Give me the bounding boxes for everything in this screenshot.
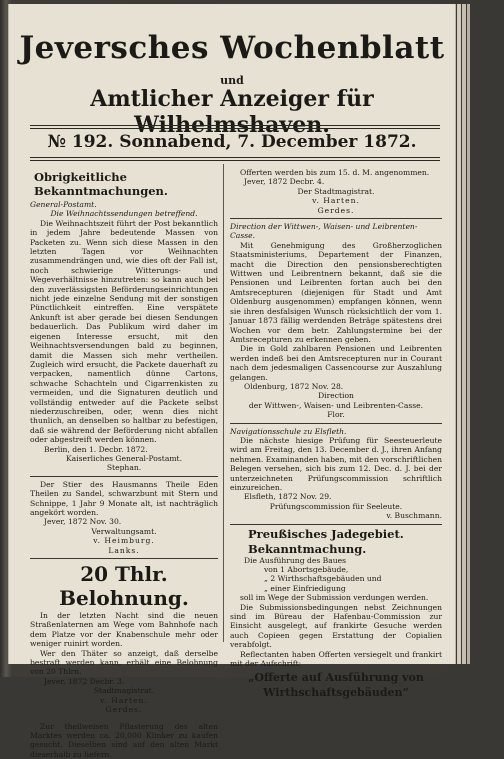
column-divider bbox=[223, 164, 224, 642]
notice-divider bbox=[230, 524, 442, 525]
offers-clerk: Gerdes. bbox=[230, 206, 442, 215]
masthead-subtitle: Amtlicher Anzeiger für bbox=[8, 86, 456, 138]
offers-signer: v. Harten. bbox=[230, 196, 442, 205]
reward-body: In der letzten Nacht sind die neuen Straßenlaternen am Wege vom Bahnhofe nach dem Platze vor der Knabenschule mehr oder weniger ruinirt worden. bbox=[30, 611, 218, 649]
jade-title-2: Bekanntmachung. bbox=[248, 543, 442, 556]
jade-body-2: Die Submissionsbedingungen nebst Zeichnungen sind im Büreau der Hafenbau-Commission zur Einsicht ausgelegt, auf frankirte Gesuche werden auch Copieen gegen Erstattung der Copialien verabfolgt. bbox=[230, 603, 442, 650]
jade-body-3: Reflectanten haben Offerten versiegelt und frankirt mit der Aufschrift: bbox=[230, 650, 442, 669]
jade-item: von 1 Abortsgebäude, bbox=[230, 565, 442, 574]
post-heading: General-Postamt. bbox=[30, 200, 218, 209]
post-signer: Stephan. bbox=[30, 463, 218, 472]
widows-office-2: der Wittwen-, Waisen- und Leibrenten-Casse. bbox=[230, 401, 442, 410]
reward-office: Stadtmagistrat. bbox=[30, 686, 218, 695]
dateline-rule bbox=[30, 157, 440, 158]
navigation-body: Die nächste hiesige Prüfung für Seesteuerleute wird am Freitag, den 13. December d. J., ihren Anfang nehmen. Examinanden haben, mit den vorschriftlichen Belegen versehen, sich bis zum 12. Dec. d. J. bei der unterzeichneten Prüfungscommission schriftlich einzureichen. bbox=[230, 436, 442, 492]
jade-intro: Die Ausführung des Baues bbox=[230, 556, 442, 565]
reward-body-2: Wer den Thäter so anzeigt, daß derselbe bestraft werden kann, erhält eine Belohnung von 20 Thlrn. bbox=[30, 649, 218, 677]
notice-divider bbox=[30, 558, 218, 559]
left-column bbox=[30, 168, 218, 759]
jade-item: „ einer Einfriedigung bbox=[230, 584, 442, 593]
widows-body: Mit Genehmigung des Großherzoglichen Staatsministeriums, Departement der Finanzen, macht die Direction den pensionsberechtigten Wittwen und Leibrentnern bekannt, daß sie die Pensionen und Leibrenten fortan auch bei den Amtsrecepturen (diejenigen für Stadt und Amt Oldenburg ausgenommen) empfangen können, wenn sie ihren desfalsigen Wunsch rücksichtlich der vom 1. Januar 1873 fällig werdenden Beträge spätestens drei Wochen vor dem betr. Zahlungstermine bei der Amtsrecepturen zu erkennen geben. bbox=[230, 241, 442, 344]
jade-title-1: Preußisches Jadegebiet. bbox=[248, 528, 442, 541]
navigation-place-date: Elsfleth, 1872 Nov. 29. bbox=[230, 492, 442, 501]
notice-divider bbox=[230, 218, 442, 219]
page-edge bbox=[457, 4, 461, 664]
widows-office-1: Direction bbox=[230, 391, 442, 400]
jade-item: „ 2 Wirthschaftsgebäuden und bbox=[230, 574, 442, 583]
page-edge bbox=[462, 4, 466, 664]
reward-place-date: Jever, 1872 Decbr. 3. bbox=[30, 677, 218, 686]
paving-body: Zur theilweisen Pflasterung des alten Marktes werden ca. 20,000 Klinker zu kaufen gesucht. Dieselben sind auf den alten Markt dieserhalb zu liefern. bbox=[30, 722, 218, 759]
section-title: Obrigkeitliche Bekanntmachungen. bbox=[34, 170, 218, 198]
navigation-signer: v. Buschmann. bbox=[230, 511, 442, 520]
notice-divider bbox=[230, 423, 442, 424]
lands-office: Verwaltungsamt. bbox=[30, 527, 218, 536]
widows-signer: Flor. bbox=[230, 410, 442, 419]
lands-clerk: Lanks. bbox=[30, 546, 218, 555]
masthead-und: und bbox=[8, 74, 456, 87]
lands-place-date: Jever, 1872 Nov. 30. bbox=[30, 517, 218, 526]
widows-body-2: Die in Gold zahlbaren Pensionen und Leibrenten werden indeß bei den Amtsrecepturen nur in Courant nach dem jedesmaligen Cassencourse zur Auszahlung gelangen. bbox=[230, 344, 442, 382]
widows-heading: Direction der Wittwen-, Waisen- und Leibrenten-Casse. bbox=[230, 222, 442, 241]
widows-place-date: Oldenburg, 1872 Nov. 28. bbox=[230, 382, 442, 391]
reward-title: 20 Thlr. Belohnung. bbox=[30, 562, 218, 610]
notice-divider bbox=[30, 476, 218, 477]
right-column bbox=[230, 168, 442, 699]
notice-divider bbox=[30, 718, 218, 719]
post-subject: Die Weihnachtssendungen betreffend. bbox=[30, 209, 218, 218]
issue-dateline: № 192. Sonnabend, 7. December 1872. bbox=[8, 132, 456, 152]
page-edge bbox=[467, 4, 470, 664]
lands-body: Der Stier des Hausmanns Theile Eden Theilen zu Sandel, schwarzbunt mit Stern und Schnippe, 1 Jahr 9 Monate alt, ist nachträglich angekört worden. bbox=[30, 480, 218, 518]
navigation-heading: Navigationsschule zu Elsfleth. bbox=[230, 427, 442, 436]
reward-signer: v. Harten. bbox=[30, 696, 218, 705]
dateline-rule bbox=[30, 160, 440, 161]
offers-place-date: Jever, 1872 Decbr. 4. bbox=[230, 177, 442, 186]
masthead-rule bbox=[30, 128, 440, 129]
post-office: Kaiserliches General-Postamt. bbox=[30, 454, 218, 463]
offers-office: Der Stadtmagistrat. bbox=[230, 187, 442, 196]
navigation-office: Prüfungscommission für Seeleute. bbox=[230, 502, 442, 511]
reward-clerk: Gerdes. bbox=[30, 705, 218, 714]
newspaper-page bbox=[8, 4, 456, 664]
jade-quote-2: Wirthschaftsgebäuden“ bbox=[230, 686, 442, 699]
masthead-title: Jeversches Wochenblatt bbox=[8, 30, 456, 66]
offers-body: Offerten werden bis zum 15. d. M. angenommen. bbox=[230, 168, 442, 177]
jade-body: soll im Wege der Submission verdungen werden. bbox=[230, 593, 442, 602]
post-body: Die Weihnachtszeit führt der Post bekanntlich in jedem Jahre bedeutende Massen von Packeten zu. Wenn sich diese Massen in den letzten Tagen vor Weihnachten zusammendrängen und, wie dies oft der Fall ist, noch schwierige Witterungs- und Wegeverhältnisse hinzutreten: so kann auch bei den zuverlässigsten Beförderungseinrichtungen nicht jede einzelne Sendung mit der sonstigen Pünctlichkeit eintreffen. Eine verspätete Ankunft ist aber gerade bei diesen Sendungen bedauerlich. Das Publikum wird daher im eigenen Interesse ersucht, mit den Weihnachtsversendungen bald zu beginnen, damit die Massen sich mehr vertheilen. Zugleich wird ersucht, die Packete dauerhaft zu verpacken, namentlich dünne Cartons, schwache Schachteln und Cigarrenkisten zu vermeiden, und die Signaturen deutlich und vollständig entweder auf die Packete selbst niederzuschreiben, oder, wenn dies nicht thunlich, an denselben so haltbar zu befestigen, daß sie während der Beförderung nicht abfallen oder abgestreift werden können. bbox=[30, 219, 218, 445]
lands-signer: v. Heimburg. bbox=[30, 536, 218, 545]
masthead-rule bbox=[30, 125, 440, 126]
post-place-date: Berlin, den 1. Decbr. 1872. bbox=[30, 445, 218, 454]
jade-quote-1: „Offerte auf Ausführung von bbox=[230, 671, 442, 684]
